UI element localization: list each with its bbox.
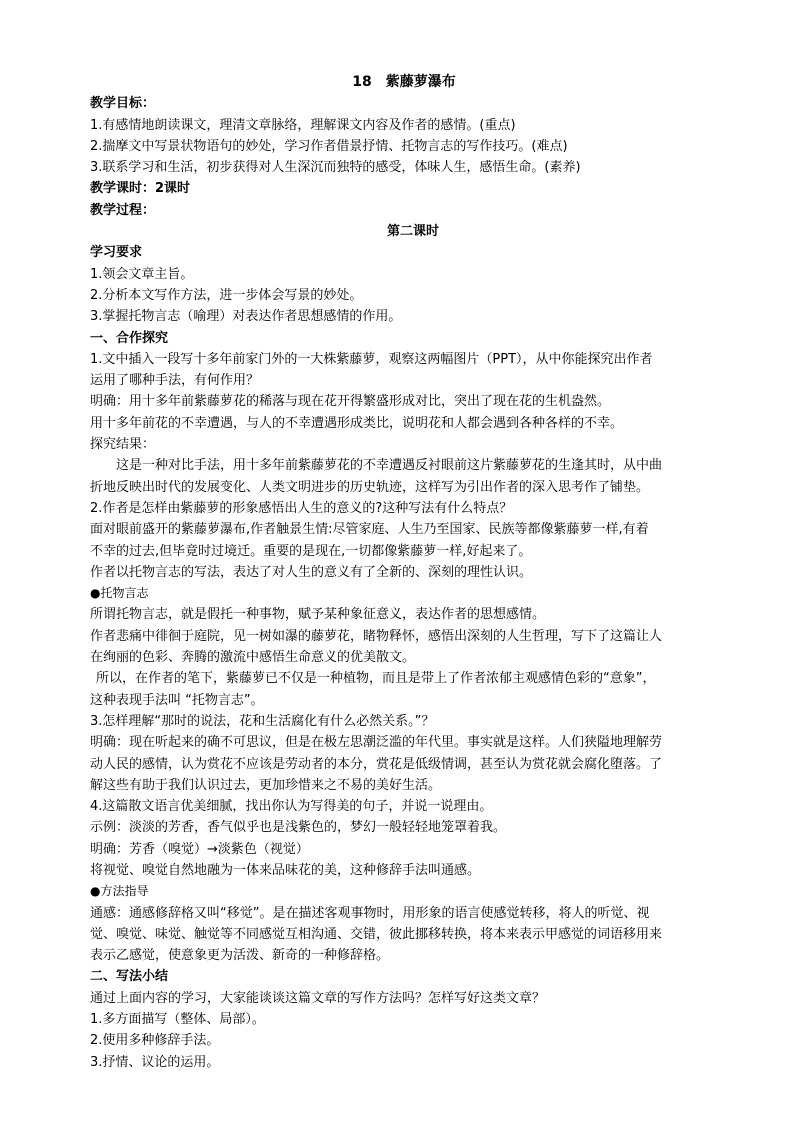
text-line: ●托物言志 — [90, 586, 149, 601]
text-line: 面对眼前盛开的紫藤萝瀑布,作者触景生情:尽管家庭、人生乃至国家、民族等都像紫藤萝一样,有着 — [90, 522, 649, 538]
text-line: 作者悲痛中徘徊于庭院，见一树如瀑的藤萝花，睹物释怀，感悟出深刻的人生哲理，写下了这篇让人 — [90, 628, 663, 644]
text-line: 所以，在作者的笔下，紫藤萝已不仅是一种植物，而且是带上了作者浓郁主观感情色彩的“意象”， — [96, 671, 656, 687]
document-title: 18 紫藤萝瀑布 — [352, 74, 456, 90]
text-line: 作者以托物言志的写法，表达了对人生的意义有了全新的、深刻的理性认识。 — [90, 564, 533, 580]
text-line: 探究结果： — [90, 437, 156, 453]
text-line: 3.联系学习和生活，初步获得对人生深沉而独特的感受，体味人生，感悟生命。(素养) — [90, 160, 581, 176]
text-line: 第二课时 — [386, 224, 439, 240]
text-line: 一、合作探究 — [90, 330, 169, 346]
text-line: 通过上面内容的学习，大家能谈谈这篇文章的写作方法吗？怎样写好这类文章？ — [90, 990, 546, 1006]
text-line: 1.文中插入一段写十多年前家门外的一大株紫藤萝，观察这两幅图片（PPT），从中你能探究出作者 — [90, 351, 653, 367]
text-line: 动人民的感情，认为赏花不应该是劳动者的本分，赏花是低级情调，甚至认为赏花就会腐化堕落。了 — [90, 756, 663, 772]
text-line: 1.多方面描写（整体、局部）。 — [90, 1012, 265, 1028]
text-line: 这是一种对比手法，用十多年前紫藤萝花的不幸遭遇反衬眼前这片紫藤萝花的生逢其时，从中曲 — [116, 458, 663, 474]
text-line: 折地反映出时代的发展变化、人类文明进步的历史轨迹，这样写为引出作者的深入思考作了铺垫。 — [90, 479, 650, 495]
text-line: 所谓托物言志，就是假托一种事物，赋予某种象征意义，表达作者的思想感情。 — [90, 607, 546, 623]
text-line: 不幸的过去,但毕竟时过境迁。重要的是现在,一切都像紫藤萝一样,好起来了。 — [90, 543, 532, 559]
text-line: 教学课时：2课时 — [90, 181, 191, 197]
text-line: 用十多年前花的不幸遭遇，与人的不幸遭遇形成类比，说明花和人都会遇到各种各样的不幸。 — [90, 415, 624, 431]
text-line: 运用了哪种手法，有何作用？ — [90, 373, 260, 389]
text-line: 学习要求 — [90, 245, 143, 261]
text-line: 1.领会文章主旨。 — [90, 266, 194, 282]
text-line: 2.使用多种修辞手法。 — [90, 1033, 220, 1049]
text-line: 2.分析本文写作方法，进一步体会写景的妙处。 — [90, 287, 363, 303]
text-line: 明确：用十多年前紫藤萝花的稀落与现在花开得繁盛形成对比，突出了现在花的生机盎然。 — [90, 394, 611, 410]
text-line: 通感：通感修辞格又叫“移觉”。是在描述客观事物时，用形象的语言使感觉转移，将人的听觉、视 — [90, 905, 650, 921]
text-line: 示例：淡淡的芳香，香气似乎也是浅紫色的，梦幻一般轻轻地笼罩着我。 — [90, 820, 507, 836]
text-line: 教学过程： — [90, 202, 156, 218]
text-line: 表示乙感觉，使意象更为活泼、新奇的一种修辞格。 — [90, 948, 390, 964]
text-line: 将视觉、嗅觉自然地融为一体来品味花的美，这种修辞手法叫通感。 — [90, 862, 481, 878]
text-line: 在绚丽的色彩、奔腾的激流中感悟生命意义的优美散文。 — [90, 650, 416, 666]
text-line: 1.有感情地朗读课文，理清文章脉络，理解课文内容及作者的感情。(重点) — [90, 117, 516, 133]
text-line: 2.揣摩文中写景状物语句的妙处，学习作者借景抒情、托物言志的写作技巧。(难点) — [90, 138, 568, 154]
text-line: 觉、嗅觉、味觉、触觉等不同感觉互相沟通、交错，彼此挪移转换，将本来表示甲感觉的词语移用来 — [90, 926, 663, 942]
text-line: 明确：芳香（嗅觉）→淡紫色（视觉） — [90, 841, 309, 857]
text-line: 2.作者是怎样由紫藤萝的形象感悟出人生的意义的?这种写法有什么特点？ — [90, 500, 513, 516]
text-line: 解这些有助于我们认识过去，更加珍惜来之不易的美好生活。 — [90, 777, 442, 793]
text-line: 4.这篇散文语言优美细腻，找出你认为写得美的句子，并说一说理由。 — [90, 799, 493, 815]
text-line: ●方法指导 — [90, 884, 149, 899]
text-line: 二、写法小结 — [90, 969, 169, 985]
text-line: 3.怎样理解“那时的说法，花和生活腐化有什么必然关系。”？ — [90, 713, 435, 729]
text-line: 这种表现手法叫 “托物言志”。 — [90, 692, 264, 708]
document-page — [90, 72, 706, 1073]
text-line: 3.抒情、议论的运用。 — [90, 1054, 220, 1070]
text-line: 3.掌握托物言志（喻理）对表达作者思想感情的作用。 — [90, 309, 402, 325]
text-line: 明确：现在听起来的确不可思议，但是在极左思潮泛滥的年代里。事实就是这样。人们狭隘地理解劳 — [90, 735, 663, 751]
document-body — [90, 93, 706, 1073]
text-line: 教学目标： — [90, 96, 156, 112]
